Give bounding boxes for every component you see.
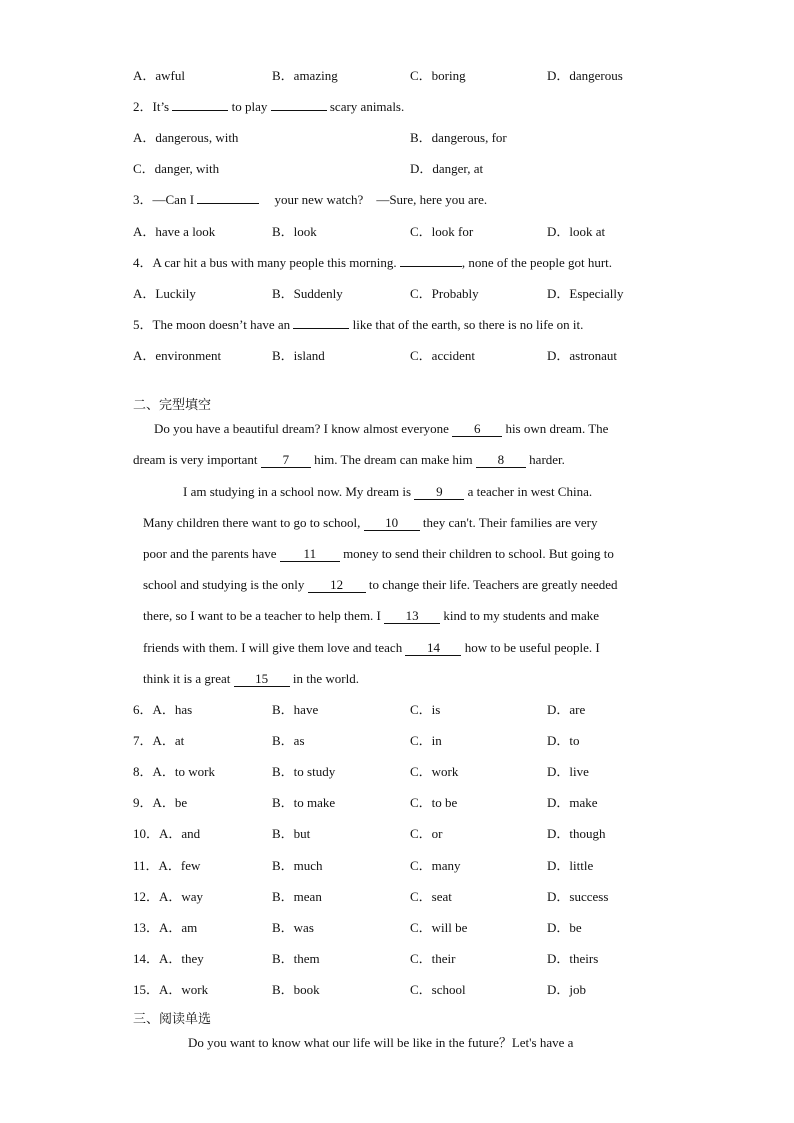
option-d[interactable]: D．theirs <box>547 951 599 966</box>
cloze-blank[interactable]: 15 <box>234 671 290 687</box>
option-a-label[interactable]: A．work <box>159 982 209 997</box>
option-a-cell <box>133 794 187 812</box>
option-a-cell <box>133 888 203 906</box>
option-b[interactable]: B．but <box>272 826 311 841</box>
option-a-cell <box>133 857 200 875</box>
question-text: 4．A car hit a bus with many people this morning. <box>133 255 400 270</box>
option-d[interactable]: D．Especially <box>547 286 624 301</box>
question-text: like that of the earth, so there is no life on it. <box>349 317 584 332</box>
option-a-cell <box>133 825 200 843</box>
option-c[interactable]: C．school <box>410 982 466 997</box>
passage-line: I am studying in a school now. My dream is 9 a teacher in west China. <box>183 484 593 499</box>
option-d[interactable]: D．success <box>547 889 609 904</box>
option-d[interactable]: D．though <box>547 826 606 841</box>
question-text: 5．The moon doesn’t have an <box>133 317 294 332</box>
option-a[interactable]: A．environment <box>133 348 222 363</box>
option-a-label[interactable]: A．to work <box>152 764 215 779</box>
option-a-cell <box>133 701 192 719</box>
passage-line: dream is very important 7 him. The dream can make him 8 harder. <box>133 452 565 467</box>
answer-blank[interactable] <box>293 328 349 329</box>
option-c[interactable]: C．seat <box>410 889 452 904</box>
question-number: 7． <box>133 733 153 748</box>
option-a[interactable]: A．awful <box>133 68 185 83</box>
question-number: 13． <box>133 920 160 935</box>
passage-line: friends with them. I will give them love and teach 14 how to be useful people. I <box>143 640 600 655</box>
cloze-blank[interactable]: 13 <box>384 608 440 624</box>
option-a-label[interactable]: A．am <box>159 920 198 935</box>
cloze-blank[interactable]: 7 <box>261 452 311 468</box>
section-2-title: 二、完型填空 <box>133 398 212 413</box>
option-b[interactable]: B．as <box>272 733 305 748</box>
question-number: 11． <box>133 858 159 873</box>
option-c[interactable]: C．Probably <box>410 286 479 301</box>
option-d[interactable]: D．are <box>547 702 586 717</box>
option-c[interactable]: C．in <box>410 733 442 748</box>
option-c[interactable]: C．look for <box>410 224 474 239</box>
passage-line: think it is a great 15 in the world. <box>143 671 359 686</box>
option-c[interactable]: C．boring <box>410 68 466 83</box>
option-c[interactable]: C．danger, with <box>133 161 220 176</box>
option-b[interactable]: B．to study <box>272 764 336 779</box>
option-a-label[interactable]: A．at <box>152 733 185 748</box>
option-d[interactable]: D．live <box>547 764 589 779</box>
option-b[interactable]: B．have <box>272 702 319 717</box>
answer-blank[interactable] <box>400 266 462 267</box>
cloze-blank[interactable]: 12 <box>308 577 366 593</box>
option-b[interactable]: B．amazing <box>272 68 338 83</box>
option-a[interactable]: A．have a look <box>133 224 216 239</box>
cloze-blank[interactable]: 10 <box>364 515 420 531</box>
option-d[interactable]: D．to <box>547 733 580 748</box>
option-a[interactable]: A．dangerous, with <box>133 130 239 145</box>
option-c[interactable]: C．will be <box>410 920 468 935</box>
question-number: 14． <box>133 951 160 966</box>
option-c[interactable]: C．accident <box>410 348 475 363</box>
option-b[interactable]: B．look <box>272 224 317 239</box>
option-a-label[interactable]: A．be <box>152 795 188 810</box>
option-a-label[interactable]: A．has <box>152 702 193 717</box>
option-a-label[interactable]: A．they <box>159 951 204 966</box>
option-d[interactable]: D．look at <box>547 224 606 239</box>
option-a-label[interactable]: A．few <box>158 858 201 873</box>
question-number: 12． <box>133 889 160 904</box>
cloze-blank[interactable]: 14 <box>405 640 461 656</box>
option-a-cell <box>133 981 208 999</box>
question-2 <box>133 98 404 116</box>
question-number: 9． <box>133 795 153 810</box>
passage-line: Many children there want to go to school, 10 they can't. Their families are very <box>143 515 598 530</box>
question-number: 6． <box>133 702 153 717</box>
reading-intro: Do you want to know what our life will be like in the future？Let's have a <box>188 1035 574 1050</box>
option-c[interactable]: C．many <box>410 858 461 873</box>
option-b[interactable]: B．mean <box>272 889 322 904</box>
question-number: 8． <box>133 764 153 779</box>
cloze-blank[interactable]: 6 <box>452 421 502 437</box>
answer-blank[interactable] <box>271 110 327 111</box>
option-c[interactable]: C．work <box>410 764 459 779</box>
option-a-label[interactable]: A．and <box>159 826 201 841</box>
cloze-blank[interactable]: 8 <box>476 452 526 468</box>
question-text: to play <box>228 99 271 114</box>
question-text: your new watch? —Sure, here you are. <box>271 192 488 207</box>
passage-line: there, so I want to be a teacher to help them. I 13 kind to my students and make <box>143 608 600 623</box>
option-b[interactable]: B．was <box>272 920 314 935</box>
cloze-blank[interactable]: 9 <box>414 484 464 500</box>
option-a-cell <box>133 732 184 750</box>
option-b[interactable]: B．Suddenly <box>272 286 343 301</box>
option-b[interactable]: B．much <box>272 858 323 873</box>
option-a-label[interactable]: A．way <box>159 889 204 904</box>
passage-line: Do you have a beautiful dream? I know almost everyone 6 his own dream. The <box>154 421 609 436</box>
question-text: 3．—Can I <box>133 192 198 207</box>
option-c[interactable]: C．to be <box>410 795 458 810</box>
option-b[interactable]: B．to make <box>272 795 336 810</box>
section-3-title: 三、阅读单选 <box>133 1012 212 1027</box>
option-b[interactable]: B．island <box>272 348 325 363</box>
question-number: 15． <box>133 982 160 997</box>
option-a[interactable]: A．Luckily <box>133 286 196 301</box>
option-d[interactable]: D．astronaut <box>547 348 618 363</box>
passage-line: school and studying is the only 12 to change their life. Teachers are greatly needed <box>143 577 618 592</box>
option-d[interactable]: D．be <box>547 920 582 935</box>
option-c[interactable]: C．or <box>410 826 443 841</box>
question-4 <box>133 254 612 272</box>
option-b[interactable]: B．book <box>272 982 320 997</box>
option-c[interactable]: C．their <box>410 951 456 966</box>
cloze-blank[interactable]: 11 <box>280 546 340 562</box>
option-a-cell <box>133 763 215 781</box>
option-a-cell <box>133 950 204 968</box>
question-text: 2．It’s <box>133 99 173 114</box>
answer-blank[interactable] <box>172 110 228 111</box>
question-5 <box>133 316 583 334</box>
passage-line: poor and the parents have 11 money to send their children to school. But going to <box>143 546 614 561</box>
answer-blank[interactable] <box>197 203 259 204</box>
option-d[interactable]: D．little <box>547 858 594 873</box>
option-b[interactable]: B．them <box>272 951 320 966</box>
option-d[interactable]: D．dangerous <box>547 68 623 83</box>
option-d[interactable]: D．danger, at <box>410 161 484 176</box>
question-number: 10． <box>133 826 160 841</box>
question-3 <box>133 191 487 209</box>
question-text: scary animals. <box>326 99 405 114</box>
option-d[interactable]: D．job <box>547 982 587 997</box>
question-text: , none of the people got hurt. <box>461 255 613 270</box>
option-b[interactable]: B．dangerous, for <box>410 130 507 145</box>
option-a-cell <box>133 919 197 937</box>
option-d[interactable]: D．make <box>547 795 598 810</box>
option-c[interactable]: C．is <box>410 702 441 717</box>
